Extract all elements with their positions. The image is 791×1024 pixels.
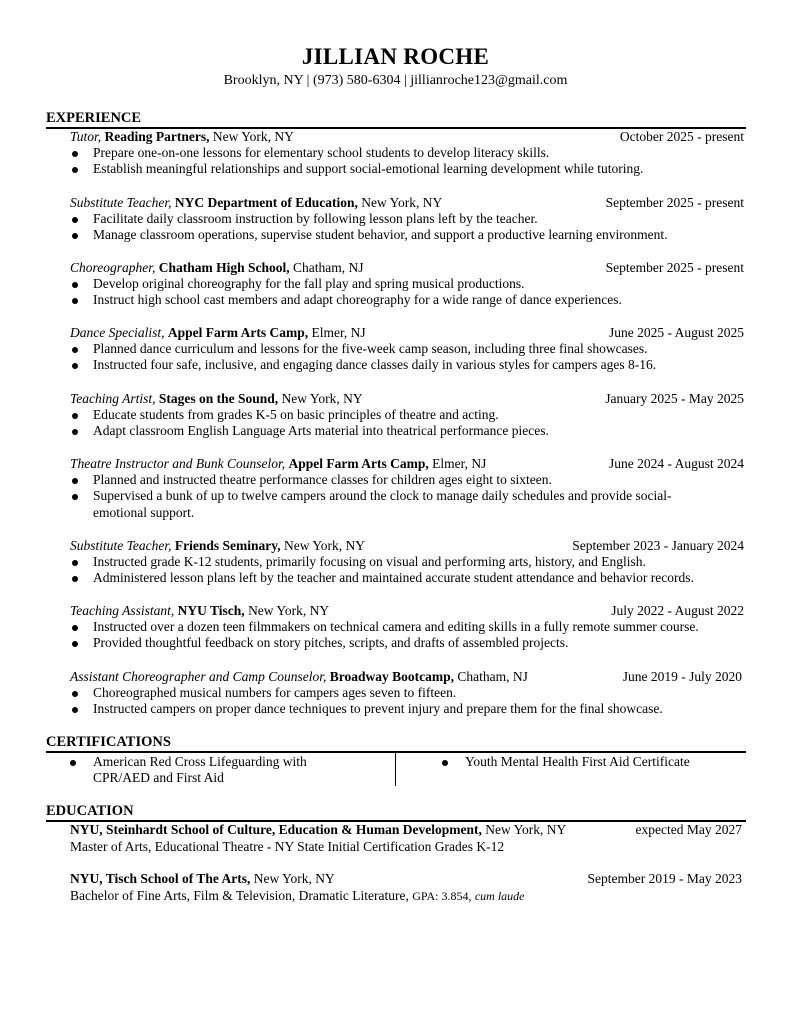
job-bullet: Manage classroom operations, supervise student behavior, and support a productive learning environment. — [70, 227, 744, 243]
education-heading: EDUCATION — [46, 803, 746, 822]
job-role: Teaching Artist, — [70, 391, 156, 406]
certifications-divider — [395, 752, 396, 786]
job-role: Substitute Teacher, — [70, 538, 172, 553]
job-date: September 2023 - January 2024 — [572, 538, 744, 553]
certification-item — [442, 754, 742, 770]
job-location: Elmer, NJ — [311, 325, 366, 340]
job-date: September 2025 - present — [605, 260, 744, 275]
job-org: Broadway Bootcamp, — [329, 669, 455, 684]
job-role: Assistant Choreographer and Camp Counselor, — [70, 669, 327, 684]
job-bullet: Choreographed musical numbers for campers ages seven to fifteen. — [70, 685, 742, 701]
bullet-dot — [442, 760, 448, 766]
job-location: Elmer, NJ — [432, 456, 487, 471]
school-name: NYU, Steinhardt School of Culture, Education & Human Development, — [70, 822, 482, 837]
job-org: NYU Tisch, — [177, 603, 245, 618]
job-entry — [70, 259, 744, 309]
school-location: New York, NY — [253, 871, 335, 886]
job-role: Teaching Assistant, — [70, 603, 175, 618]
job-bullet: Instructed four safe, inclusive, and engaging dance classes daily in various styles for campers ages 8-16. — [70, 357, 744, 373]
job-date: June 2024 - August 2024 — [609, 456, 744, 471]
job-bullet: Establish meaningful relationships and support social-emotional learning development while tutoring. — [70, 161, 744, 177]
degree: Master of Arts, Educational Theatre - NY State Initial Certification Grades K-12 — [70, 839, 505, 854]
job-bullet: Instructed over a dozen teen filmmakers on technical camera and editing skills in a fully remote summer course. — [70, 619, 744, 635]
job-entry — [70, 602, 744, 652]
job-date: June 2019 - July 2020 — [622, 669, 742, 684]
job-bullet: Planned dance curriculum and lessons for the five-week camp season, including three final showcases. — [70, 341, 744, 357]
job-location: Chatham, NJ — [457, 669, 528, 684]
job-entry — [70, 455, 744, 521]
job-location: New York, NY — [281, 391, 363, 406]
school-date: expected May 2027 — [635, 822, 742, 837]
job-org: Reading Partners, — [104, 129, 210, 144]
education-entry — [70, 821, 742, 855]
school-location: New York, NY — [485, 822, 567, 837]
job-entry — [70, 390, 744, 440]
education-entry — [70, 870, 742, 904]
school-name: NYU, Tisch School of The Arts, — [70, 871, 251, 886]
job-entry — [70, 194, 744, 244]
certification-item — [70, 754, 360, 787]
job-bullet: Educate students from grades K-5 on basic principles of theatre and acting. — [70, 407, 744, 423]
job-org: NYC Department of Education, — [174, 195, 358, 210]
job-bullet: Adapt classroom English Language Arts material into theatrical performance pieces. — [70, 423, 744, 439]
job-org: Appel Farm Arts Camp, — [288, 456, 429, 471]
certification-text: American Red Cross Lifeguarding with CPR/AED and First Aid — [93, 754, 307, 786]
job-bullet: Planned and instructed theatre performance classes for children ages eight to sixteen. — [70, 472, 744, 488]
job-bullet: Facilitate daily classroom instruction by following lesson plans left by the teacher. — [70, 211, 744, 227]
job-entry — [70, 128, 744, 178]
school-date: September 2019 - May 2023 — [587, 871, 742, 886]
job-org: Appel Farm Arts Camp, — [167, 325, 309, 340]
job-location: New York, NY — [212, 129, 294, 144]
job-bullet: Instruct high school cast members and adapt choreography for a wide range of dance experiences. — [70, 292, 744, 308]
job-date: July 2022 - August 2022 — [611, 603, 744, 618]
job-bullet: Supervised a bunk of up to twelve campers around the clock to manage daily schedules and provide social-emotional support. — [70, 488, 705, 521]
bullet-dot — [70, 760, 76, 766]
candidate-name: JILLIAN ROCHE — [301, 44, 490, 69]
job-bullet: Instructed campers on proper dance techniques to prevent injury and prepare them for the final showcase. — [70, 701, 742, 717]
job-bullet: Develop original choreography for the fall play and spring musical productions. — [70, 276, 744, 292]
degree: Bachelor of Fine Arts, Film & Television, Dramatic Literature, — [70, 888, 409, 903]
job-entry — [70, 324, 744, 374]
job-role: Theatre Instructor and Bunk Counselor, — [70, 456, 286, 471]
job-location: New York, NY — [248, 603, 330, 618]
job-date: September 2025 - present — [605, 195, 744, 210]
job-location: New York, NY — [284, 538, 366, 553]
job-org: Chatham High School, — [158, 260, 290, 275]
job-date: June 2025 - August 2025 — [609, 325, 744, 340]
job-entry — [70, 537, 744, 587]
job-bullet: Administered lesson plans left by the teacher and maintained accurate student attendance and behavior records. — [70, 570, 744, 586]
job-org: Stages on the Sound, — [158, 391, 279, 406]
job-bullet: Prepare one-on-one lessons for elementary school students to develop literacy skills. — [70, 145, 744, 161]
certification-text: Youth Mental Health First Aid Certificate — [465, 754, 690, 769]
job-role: Substitute Teacher, — [70, 195, 172, 210]
honors: cum laude — [474, 889, 525, 903]
certifications-table — [46, 752, 746, 786]
job-entry — [70, 668, 742, 718]
job-role: Choreographer, — [70, 260, 156, 275]
experience-heading: EXPERIENCE — [46, 110, 746, 129]
job-date: January 2025 - May 2025 — [605, 391, 744, 406]
job-date: October 2025 - present — [619, 129, 744, 144]
job-org: Friends Seminary, — [174, 538, 281, 553]
job-role: Tutor, — [70, 129, 102, 144]
job-location: New York, NY — [361, 195, 443, 210]
contact-info: Brooklyn, NY | (973) 580-6304 | jillianroche123@gmail.com — [223, 73, 568, 88]
job-location: Chatham, NJ — [293, 260, 364, 275]
job-bullet: Provided thoughtful feedback on story pitches, scripts, and drafts of assembled projects. — [70, 635, 744, 651]
certifications-heading: CERTIFICATIONS — [46, 734, 746, 753]
job-bullet: Instructed grade K-12 students, primarily focusing on visual and performing arts, history, and English. — [70, 554, 744, 570]
job-role: Dance Specialist, — [70, 325, 165, 340]
gpa: GPA: 3.854, — [412, 889, 472, 903]
